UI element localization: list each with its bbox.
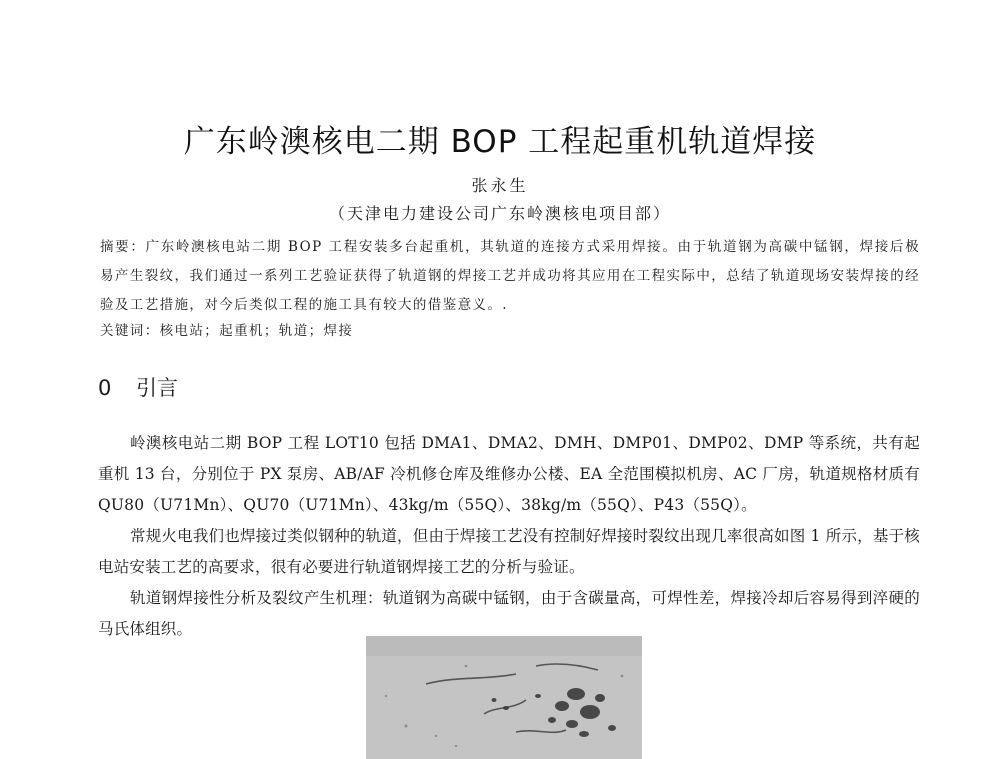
body-paragraph: 轨道钢焊接性分析及裂纹产生机理：轨道钢为高碳中锰钢，由于含碳量高，可焊性差，焊接冷却后容易得到淬硬的马氏体组织。 [98, 589, 920, 638]
section-number: 0 [98, 376, 112, 400]
body-text [98, 428, 920, 645]
section-heading [98, 373, 178, 403]
body-paragraph: 常规火电我们也焊接过类似钢种的轨道，但由于焊接工艺没有控制好焊接时裂纹出现几率很高如图 1 所示，基于核电站安装工艺的高要求，很有必要进行轨道钢焊接工艺的分析与验证。 [98, 527, 920, 576]
body-paragraph: 岭澳核电站二期 BOP 工程 LOT10 包括 DMA1、DMA2、DMH、DMP01、DMP02、DMP 等系统，共有起重机 13 台，分别位于 PX 泵房、AB/AF 冷机修仓库及维修办公楼、EA 全范围模拟机房、AC 厂房，轨道规格材质有 QU80（U71Mn）、QU70（U71Mn）、43kg/m（55Q）、38kg/m（55Q）、P43（55Q）。 [98, 434, 920, 514]
figure-crack-photo [366, 636, 642, 759]
paper-title: 广东岭澳核电二期 BOP 工程起重机轨道焊接 [183, 124, 817, 160]
crack-photo-image [366, 636, 642, 759]
paper-author: 张永生 [471, 176, 529, 195]
paper-affiliation: （天津电力建设公司广东岭澳核电项目部） [328, 204, 671, 223]
paper-abstract: 摘要：广东岭澳核电站二期 BOP 工程安装多台起重机，其轨道的连接方式采用焊接。由于轨道钢为高碳中锰钢，焊接后极易产生裂纹，我们通过一系列工艺验证获得了轨道钢的焊接工艺并成功将其应用在工程实际中，总结了轨道现场安装焊接的经验及工艺措施，对今后类似工程的施工具有较大的借鉴意义。. [100, 239, 920, 313]
paper-keywords: 关键词：核电站；起重机；轨道；焊接 [100, 323, 354, 339]
section-title: 引言 [136, 376, 178, 400]
